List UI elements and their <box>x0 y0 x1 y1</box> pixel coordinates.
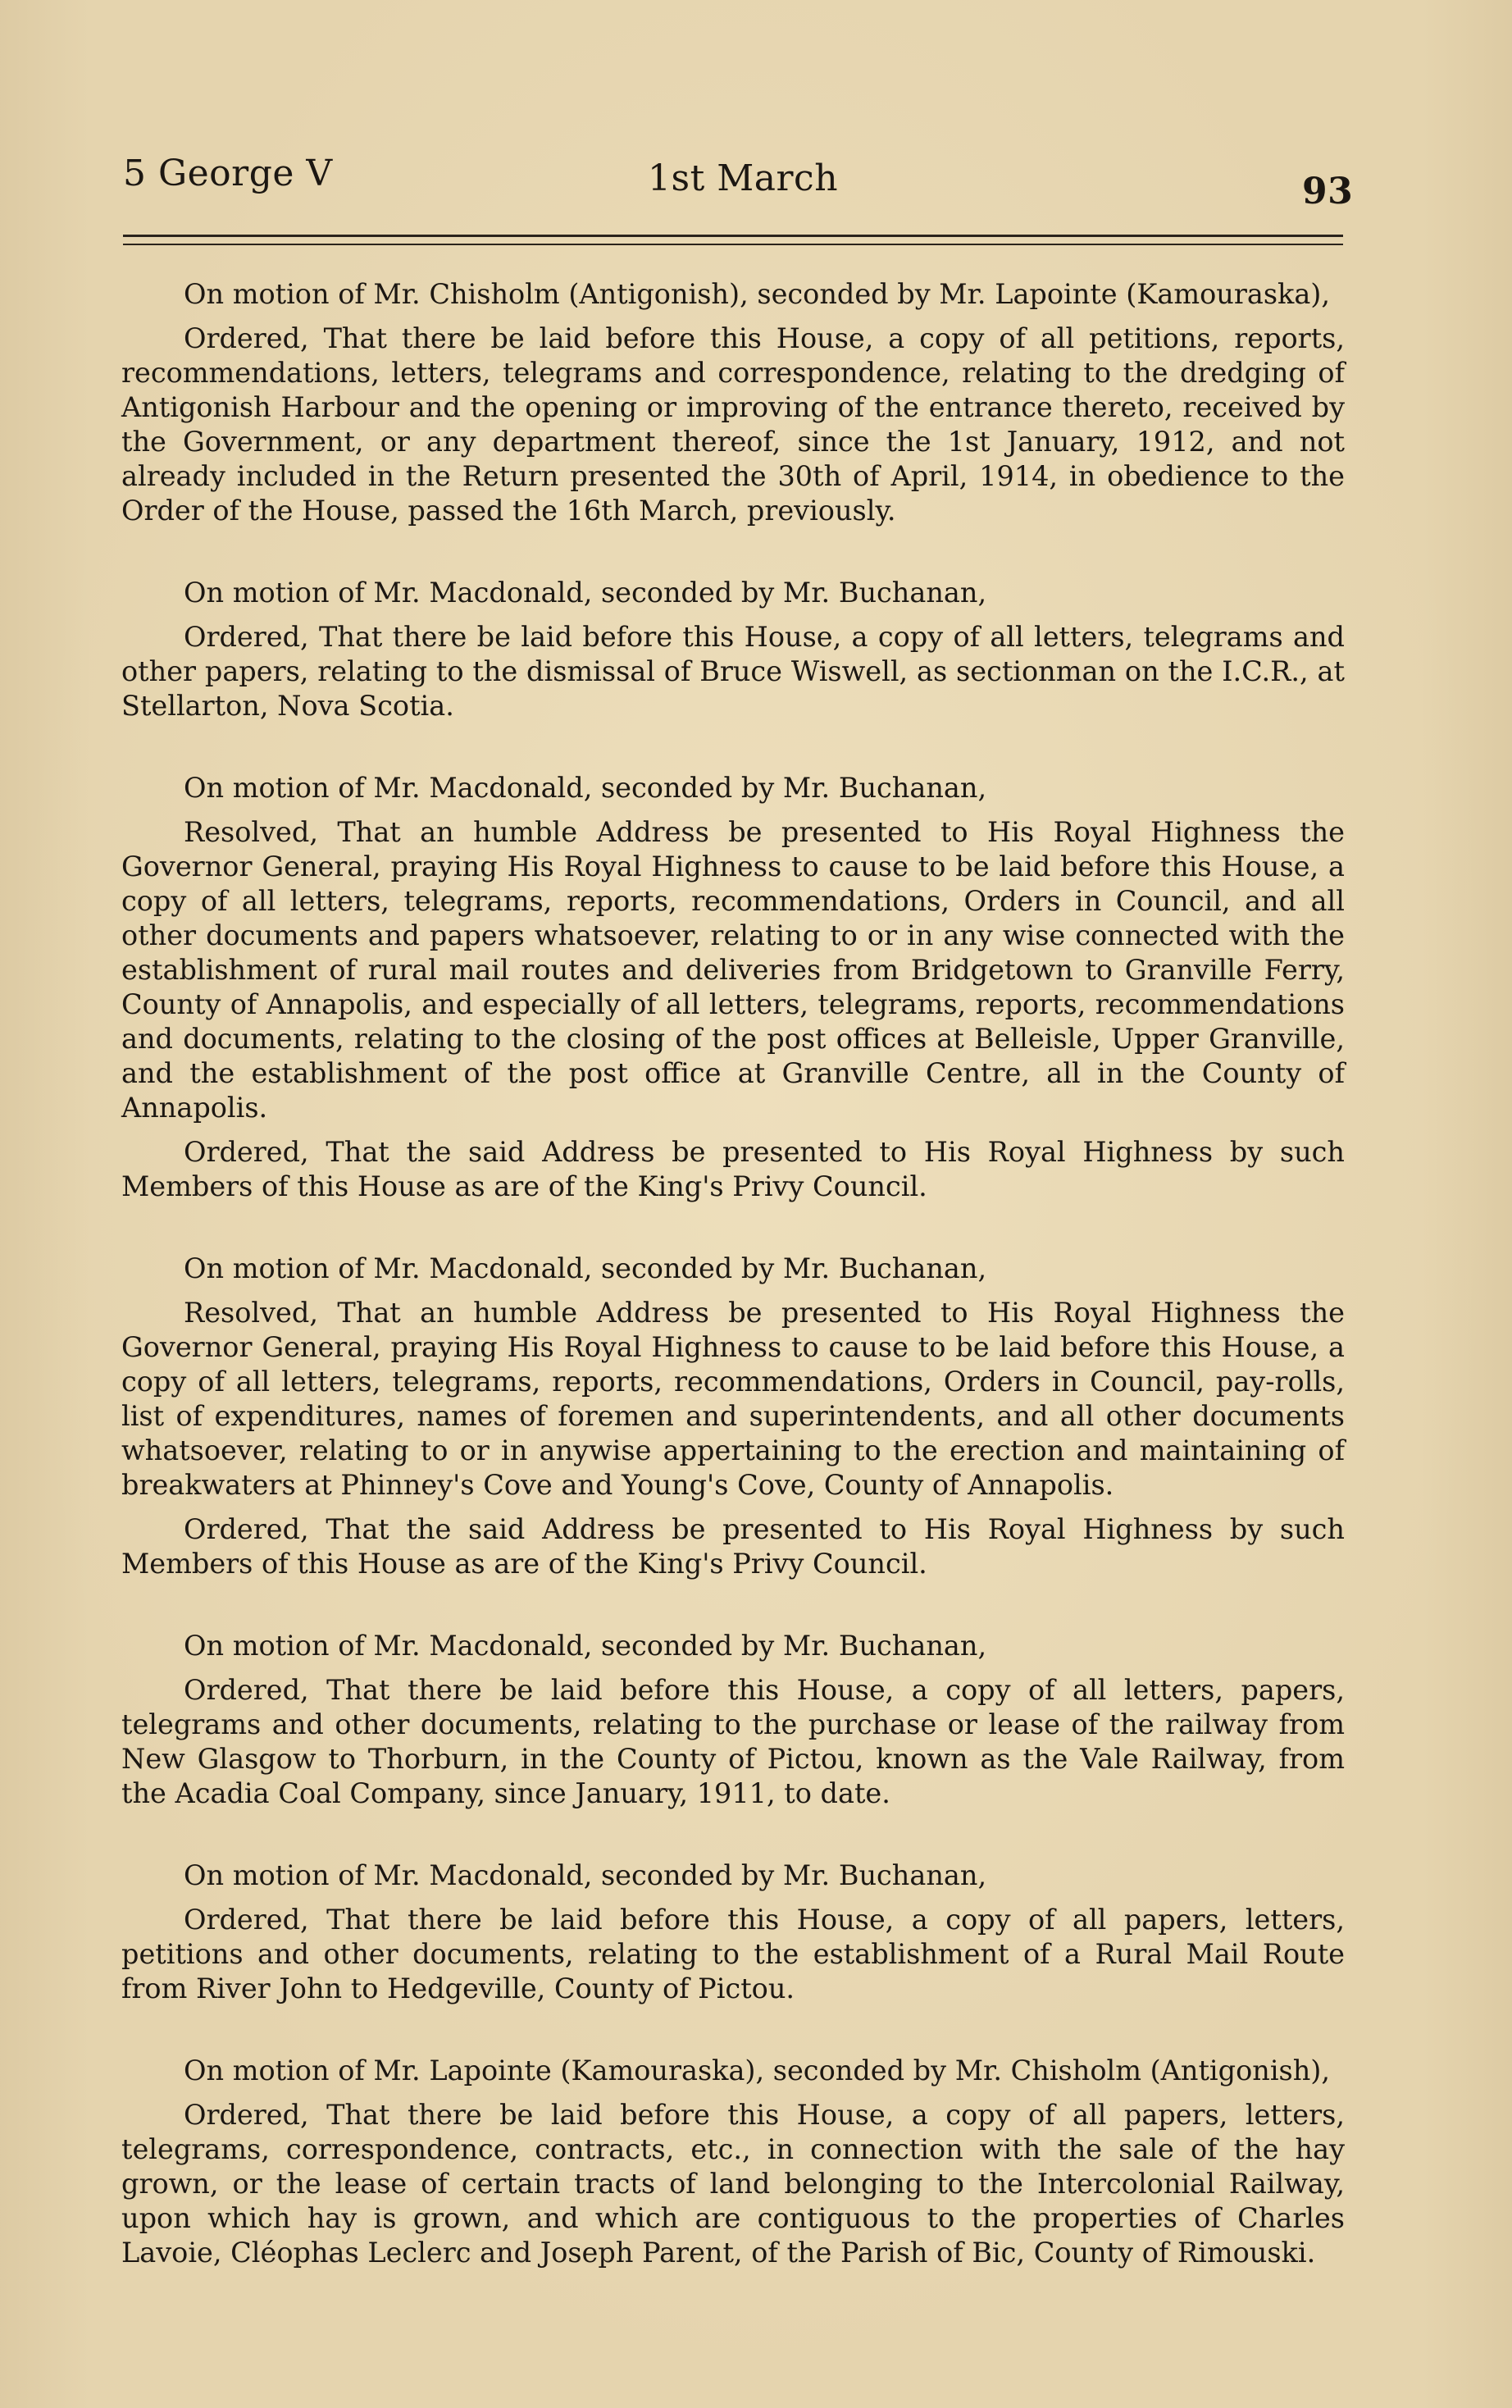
regnal-year: 5 George V <box>123 153 333 194</box>
order-text: Ordered, That there be laid before this House, a copy of all papers, letters, telegrams, correspondence, contracts, etc., in connection with the sale of the hay grown, or the lease of certain tracts of land belonging to the Intercolonial Railway, upon which hay is grown, and which are contiguous to the properties of Charles Lavoie, Cléophas Leclerc and Joseph Parent, of the Parish of Bic, County of Rimouski. <box>121 2099 1345 2269</box>
motion-line: On motion of Mr. Chisholm (Antigonish), seconded by Mr. Lapointe (Kamouraska), <box>184 278 1331 310</box>
motion-entry-6 <box>121 1858 1345 2006</box>
page-number: 93 <box>1302 171 1354 212</box>
order-text: Ordered, That there be laid before this House, a copy of all papers, letters, petitions and other documents, relating to the establishment of a Rural Mail Route from River John to Hedgeville, County of Pictou. <box>121 1904 1345 2004</box>
motion-entry-1 <box>121 277 1345 528</box>
motion-entry-2 <box>121 576 1345 723</box>
resolution-text: Resolved, That an humble Address be presented to His Royal Highness the Governor General, praying His Royal Highness to cause to be laid before this House, a copy of all letters, telegrams, reports, recommendations, Orders in Council, pay-rolls, list of expenditures, names of foremen and superintendents, and all other documents whatsoever, relating to or in anywise appertaining to the erection and maintaining of breakwaters at Phinney's Cove and Young's Cove, County of Annapolis. <box>121 1297 1345 1501</box>
motion-line: On motion of Mr. Macdonald, seconded by Mr. Buchanan, <box>184 1630 987 1662</box>
motion-entry-7 <box>121 2054 1345 2270</box>
page-date: 1st March <box>648 157 839 199</box>
order-text: Ordered, That there be laid before this House, a copy of all petitions, reports, recommendations, letters, telegrams and correspondence, relating to the dredging of Antigonish Harbour and the opening or improving of the entrance thereto, received by the Government, or any department thereof, since the 1st January, 1912, and not already included in the Return presented the 30th of April, 1914, in obedience to the Order of the House, passed the 16th March, previously. <box>121 322 1345 527</box>
motion-entry-5 <box>121 1629 1345 1811</box>
resolution-text: Resolved, That an humble Address be presented to His Royal Highness the Governor General, praying His Royal Highness to cause to be laid before this House, a copy of all letters, telegrams, reports, recommendations, Orders in Council, and all other documents and papers whatsoever, relating to or in any wise connected with the establishment of rural mail routes and deliveries from Bridgetown to Granville Ferry, County of Annapolis, and especially of all letters, telegrams, reports, recommendations and documents, relating to the closing of the post offices at Belleisle, Upper Granville, and the establishment of the post office at Granville Centre, all in the County of Annapolis. <box>121 816 1345 1124</box>
motion-line: On motion of Mr. Macdonald, seconded by Mr. Buchanan, <box>184 1252 987 1284</box>
motion-line: On motion of Mr. Macdonald, seconded by Mr. Buchanan, <box>184 772 987 804</box>
motion-entry-4 <box>121 1252 1345 1581</box>
motion-entry-3 <box>121 771 1345 1204</box>
page-header <box>123 146 1354 212</box>
order-text: Ordered, That the said Address be presented to His Royal Highness by such Members of this House as are of the King's Privy Council. <box>121 1136 1345 1202</box>
motion-line: On motion of Mr. Macdonald, seconded by Mr. Buchanan, <box>184 577 987 609</box>
journal-body <box>121 277 1345 2318</box>
header-double-rule <box>123 235 1343 245</box>
order-text: Ordered, That there be laid before this House, a copy of all letters, papers, telegrams and other documents, relating to the purchase or lease of the railway from New Glasgow to Thorburn, in the County of Pictou, known as the Vale Railway, from the Acadia Coal Company, since January, 1911, to date. <box>121 1674 1345 1809</box>
motion-line: On motion of Mr. Lapointe (Kamouraska), seconded by Mr. Chisholm (Antigonish), <box>184 2055 1331 2086</box>
order-text: Ordered, That there be laid before this House, a copy of all letters, telegrams and other papers, relating to the dismissal of Bruce Wiswell, as sectionman on the I.C.R., at Stellarton, Nova Scotia. <box>121 621 1345 722</box>
order-text: Ordered, That the said Address be presented to His Royal Highness by such Members of this House as are of the King's Privy Council. <box>121 1513 1345 1580</box>
motion-line: On motion of Mr. Macdonald, seconded by Mr. Buchanan, <box>184 1859 987 1891</box>
